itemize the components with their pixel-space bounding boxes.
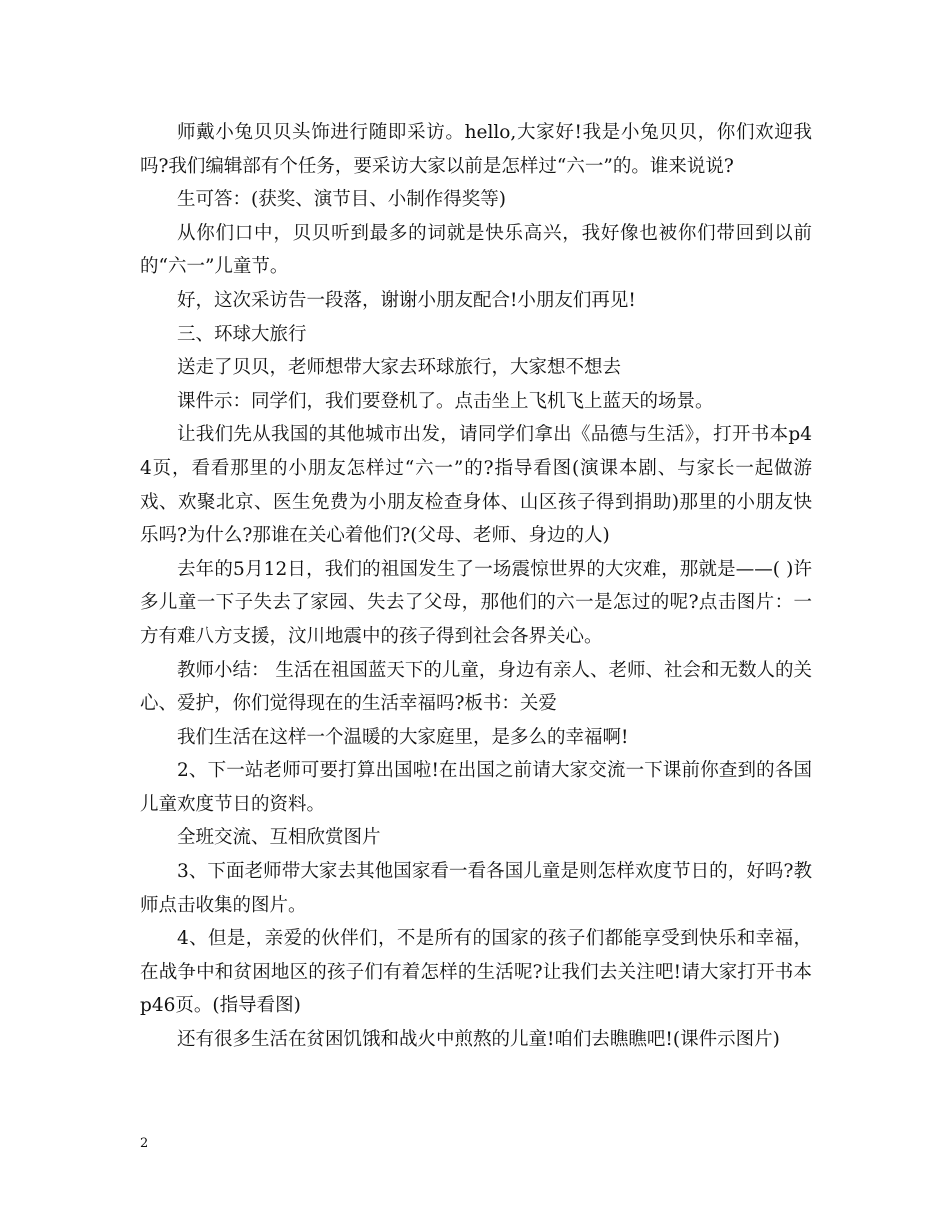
paragraph-12: 2、下一站老师可要打算出国啦!在出国之前请大家交流一下课前你查到的各国儿童欢度节日的资料。 bbox=[140, 760, 812, 815]
paragraph-13: 全班交流、互相欣赏图片 bbox=[177, 827, 381, 849]
paragraph-15: 4、但是，亲爱的伙伴们，不是所有的国家的孩子们都能享受到快乐和幸福，在战争中和贫困地区的孩子们有着怎样的生活呢?让我们去关注吧!请大家打开书本p46页。(指导看图) bbox=[140, 928, 812, 1017]
paragraph-2: 生可答：(获奖、演节目、小制作得奖等) bbox=[177, 189, 506, 211]
page-number: 2 bbox=[140, 1136, 149, 1151]
paragraph-3: 从你们口中，贝贝听到最多的词就是快乐高兴，我好像也被你们带回到以前的“六一”儿童节。 bbox=[140, 222, 812, 278]
paragraph-14: 3、下面老师带大家去其他国家看一看各国儿童是则怎样欢度节日的，好吗?教师点击收集的图片。 bbox=[140, 861, 812, 916]
paragraph-9: 去年的5月12日，我们的祖国发生了一场震惊世界的大灾难，那就是——( )许多儿童一下子失去了家园、失去了父母，那他们的六一是怎过的呢?点击图片：一方有难八方支援，汶川地震中的孩子得到社会各界关心。 bbox=[140, 558, 812, 647]
paragraph-10: 教师小结： 生活在祖国蓝天下的儿童，身边有亲人、老师、社会和无数人的关心、爱护，你们觉得现在的生活幸福吗?板书：关爱 bbox=[140, 659, 812, 715]
paragraph-7: 课件示：同学们，我们要登机了。点击坐上飞机飞上蓝天的场景。 bbox=[177, 390, 714, 412]
paragraph-1: 师戴小兔贝贝头饰进行随即采访。hello,大家好!我是小兔贝贝，你们欢迎我吗?我们编辑部有个任务，要采访大家以前是怎样过“六一”的。谁来说说? bbox=[140, 122, 812, 177]
document-body bbox=[140, 116, 812, 1057]
paragraph-11: 我们生活在这样一个温暖的大家庭里，是多么的幸福啊! bbox=[177, 726, 629, 748]
paragraph-8: 让我们先从我国的其他城市出发，请同学们拿出《品德与生活》，打开书本p44页，看看那里的小朋友怎样过“六一”的?指导看图(演课本剧、与家长一起做游戏、欢聚北京、医生免费为小朋友检查身体、山区孩子得到捐助)那里的小朋友快乐吗?为什么?那谁在关心着他们?(父母、老师、身边的人) bbox=[140, 424, 812, 547]
paragraph-6: 送走了贝贝，老师想带大家去环球旅行，大家想不想去 bbox=[177, 357, 622, 379]
paragraph-16: 还有很多生活在贫困饥饿和战火中煎熬的儿童!咱们去瞧瞧吧!(课件示图片) bbox=[177, 1029, 780, 1051]
section-heading-3: 三、环球大旅行 bbox=[177, 323, 307, 345]
paragraph-4: 好，这次采访告一段落，谢谢小朋友配合!小朋友们再见! bbox=[177, 289, 636, 311]
